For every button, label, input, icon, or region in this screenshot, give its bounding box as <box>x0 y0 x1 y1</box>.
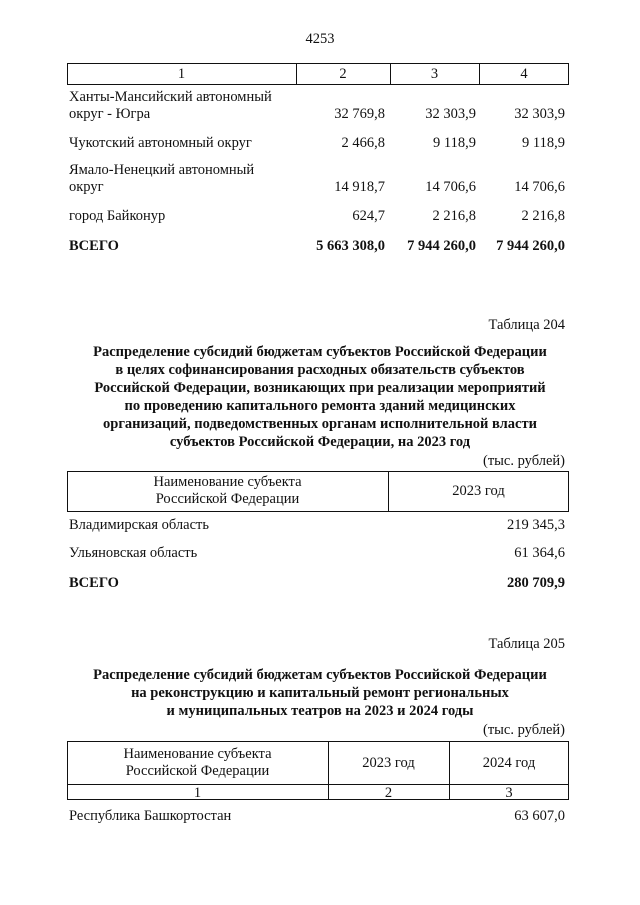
row-name: Владимирская область <box>69 517 209 533</box>
column-header-name-line2: Российской Федерации <box>155 491 300 507</box>
total-value-2023: 7 944 260,0 <box>407 238 476 254</box>
row-name: Республика Башкортостан <box>69 808 232 824</box>
title-line: и муниципальных театров на 2023 и 2024 годы <box>166 703 474 719</box>
row-value-2023: 14 706,6 <box>425 179 476 195</box>
title-line: по проведению капитального ремонта зданий медицинских <box>124 398 516 414</box>
table-label: Таблица 205 <box>488 636 565 652</box>
column-header-name-line1: Наименование субъекта <box>153 474 302 490</box>
header-num-1: 1 <box>177 66 186 82</box>
title-line: Распределение субсидий бюджетам субъектов Российской Федерации <box>93 344 547 360</box>
row-value: 63 607,0 <box>514 808 565 824</box>
row-name-line1: город Байконур <box>69 208 166 224</box>
row-value-2022: 32 769,8 <box>334 106 385 122</box>
table-label: Таблица 204 <box>488 317 565 333</box>
total-value: 280 709,9 <box>507 575 565 591</box>
column-header-year-2024: 2024 год <box>482 755 536 771</box>
row-value-2022: 624,7 <box>352 208 385 224</box>
header-num-2: 2 <box>384 785 393 801</box>
row-name-line1: Ямало-Ненецкий автономный <box>69 162 255 178</box>
total-value-2024: 7 944 260,0 <box>496 238 565 254</box>
row-value-2022: 14 918,7 <box>334 179 385 195</box>
row-name-line2: округ - Югра <box>69 106 151 122</box>
title-line: на реконструкцию и капитальный ремонт региональных <box>131 685 509 701</box>
row-value-2024: 14 706,6 <box>514 179 565 195</box>
total-value-2022: 5 663 308,0 <box>316 238 385 254</box>
units-label: (тыс. рублей) <box>483 722 565 738</box>
row-value: 61 364,6 <box>514 545 565 561</box>
row-name-line1: Ханты-Мансийский автономный <box>69 89 272 105</box>
column-header-year-2023: 2023 год <box>362 755 415 771</box>
title-line: Российской Федерации, возникающих при реализации мероприятий <box>94 380 546 396</box>
header-num-4: 4 <box>520 66 528 82</box>
row-value-2022: 2 466,8 <box>341 135 385 151</box>
title-line: организаций, подведомственных органам исполнительной власти <box>103 416 537 432</box>
header-num-3: 3 <box>430 66 439 82</box>
row-name-line2: округ <box>69 179 104 195</box>
column-header-year: 2023 год <box>452 483 505 499</box>
page-number: 4253 <box>305 31 335 47</box>
units-label: (тыс. рублей) <box>483 453 565 469</box>
column-header-name-line1: Наименование субъекта <box>123 746 272 762</box>
column-header-name-line2: Российской Федерации <box>125 763 270 779</box>
title-line: субъектов Российской Федерации, на 2023 год <box>169 434 471 450</box>
row-value-2023: 32 303,9 <box>425 106 476 122</box>
header-num-1: 1 <box>193 785 202 801</box>
total-label: ВСЕГО <box>69 575 119 591</box>
row-name-line1: Чукотский автономный округ <box>69 135 252 151</box>
row-value-2023: 9 118,9 <box>433 135 476 151</box>
title-line: Распределение субсидий бюджетам субъектов Российской Федерации <box>93 667 547 683</box>
total-label: ВСЕГО <box>69 238 119 254</box>
row-name: Ульяновская область <box>69 545 198 561</box>
title-line: в целях софинансирования расходных обязательств субъектов <box>115 362 525 378</box>
row-value-2024: 2 216,8 <box>521 208 565 224</box>
header-num-3: 3 <box>505 785 513 801</box>
table-title <box>60 343 580 451</box>
table-title <box>60 666 580 720</box>
row-value-2024: 9 118,9 <box>522 135 565 151</box>
row-value-2023: 2 216,8 <box>432 208 476 224</box>
header-num-2: 2 <box>339 66 347 82</box>
row-value-2024: 32 303,9 <box>514 106 565 122</box>
row-value: 219 345,3 <box>507 517 565 533</box>
